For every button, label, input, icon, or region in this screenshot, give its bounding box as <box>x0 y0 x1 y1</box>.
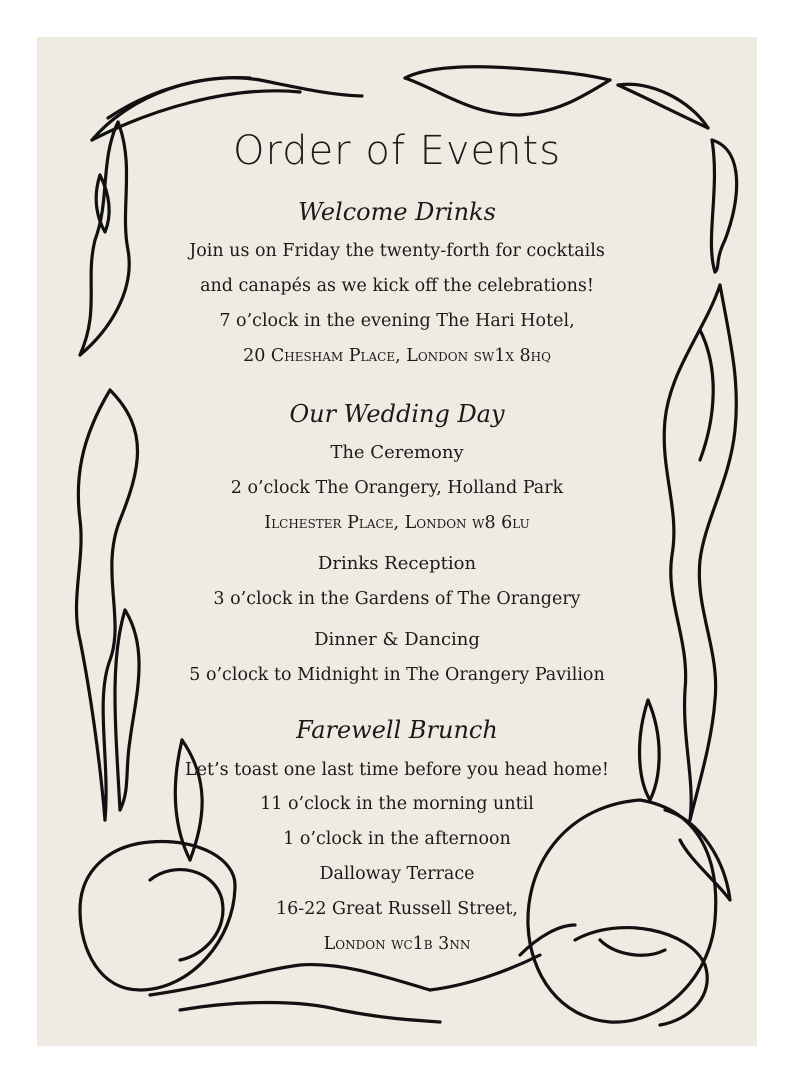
welcome-line-3: 7 o’clock in the evening The Hari Hotel, <box>219 311 575 331</box>
brunch-line-4: Dalloway Terrace <box>319 864 475 884</box>
event-name-dinner-dancing: Dinner & Dancing <box>314 629 480 650</box>
section-heading-farewell-brunch: Farewell Brunch <box>296 716 498 744</box>
welcome-line-1: Join us on Friday the twenty-forth for cocktails <box>189 241 605 261</box>
event-name-drinks-reception: Drinks Reception <box>317 553 477 574</box>
ceremony-line-2: Ilchester Place, London w8 6lu <box>264 513 530 533</box>
welcome-line-2: and canapés as we kick off the celebrations! <box>200 276 594 296</box>
ceremony-line-1: 2 o’clock The Orangery, Holland Park <box>230 478 564 498</box>
brunch-line-5: 16-22 Great Russell Street, <box>276 899 518 919</box>
event-name-ceremony: The Ceremony <box>330 442 464 463</box>
brunch-line-3: 1 o’clock in the afternoon <box>283 829 511 849</box>
section-heading-wedding-day: Our Wedding Day <box>289 400 505 428</box>
drinks-reception-line-1: 3 o’clock in the Gardens of The Orangery <box>213 589 581 609</box>
brunch-line-1: Let’s toast one last time before you head home! <box>185 760 609 780</box>
welcome-line-4: 20 Chesham Place, London sw1x 8hq <box>243 346 551 366</box>
dinner-dancing-line-1: 5 o’clock to Midnight in The Orangery Pavilion <box>189 665 605 685</box>
brunch-line-6: London wc1b 3nn <box>323 934 471 954</box>
brunch-line-2: 11 o’clock in the morning until <box>260 794 534 814</box>
section-heading-welcome-drinks: Welcome Drinks <box>298 198 496 226</box>
page-title: Order of Events <box>232 128 562 174</box>
